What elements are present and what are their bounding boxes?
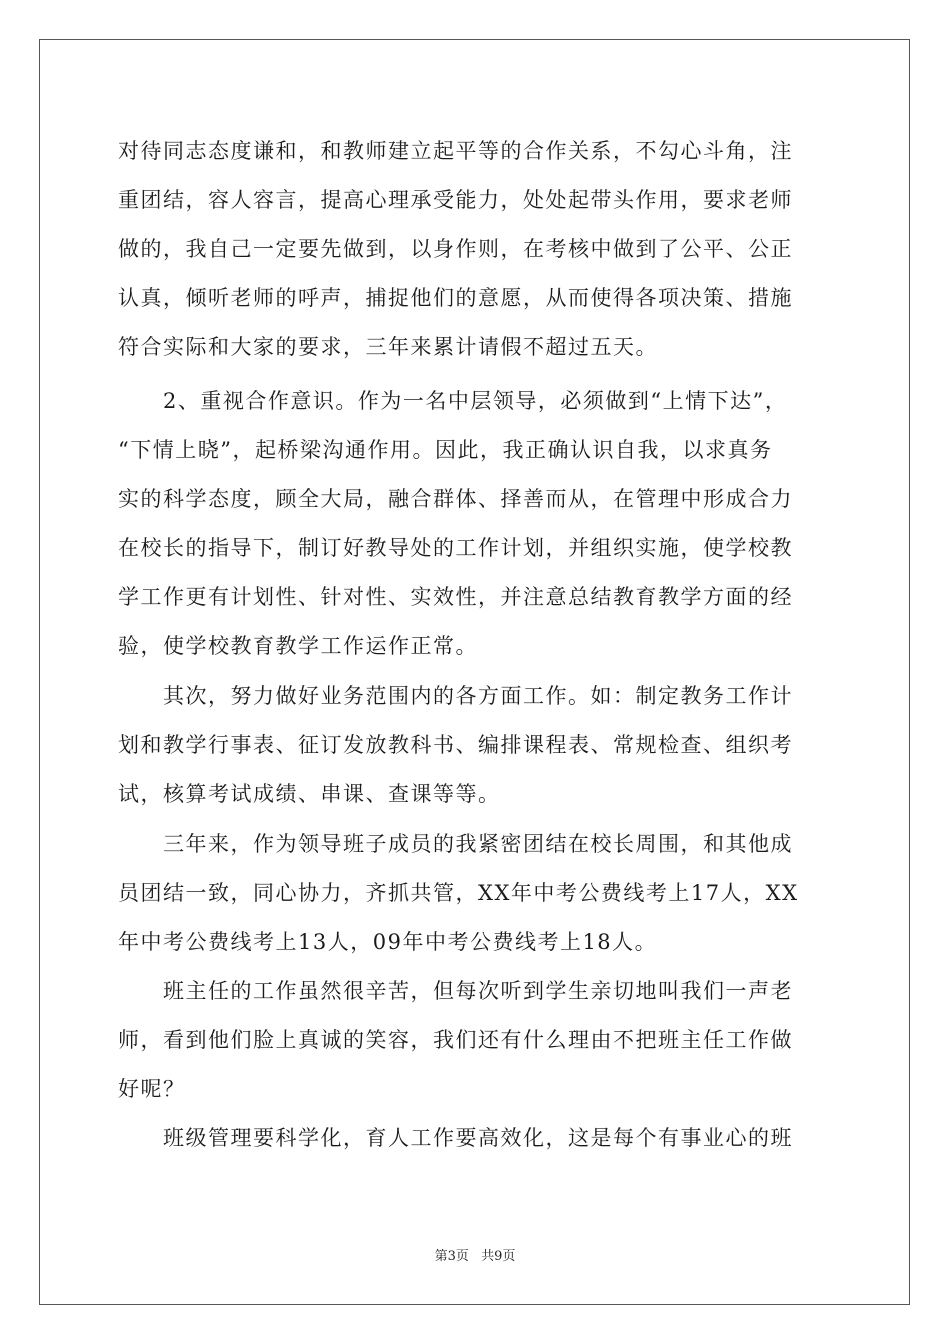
text-line: “下情上晓”，起桥梁沟通作用。因此，我正确认识自我，以求真务	[118, 438, 773, 462]
text-line: 做的，我自己一定要先做到，以身作则，在考核中做到了公平、公正	[118, 237, 793, 261]
paragraph-2	[118, 377, 838, 671]
paragraph-1	[118, 127, 838, 372]
text-line: 划和教学行事表、征订发放教科书、编排课程表、常规检查、组织考	[118, 733, 793, 757]
text-line: 其次，努力做好业务范围内的各方面工作。如：制定教务工作计	[118, 684, 793, 708]
paragraph-5	[118, 967, 838, 1114]
text-line: 员团结一致，同心协力，齐抓共管，XX年中考公费线考上17人，XX	[118, 881, 799, 905]
text-line: 试，核算考试成绩、串课、查课等等。	[118, 782, 501, 806]
text-line: 三年来，作为领导班子成员的我紧密团结在校长周围，和其他成	[118, 832, 793, 856]
text-line: 在校长的指导下，制订好教导处的工作计划，并组织实施，使学校教	[118, 536, 793, 560]
text-line: 重团结，容人容言，提高心理承受能力，处处起带头作用，要求老师	[118, 188, 793, 212]
text-line: 师，看到他们脸上真诚的笑容，我们还有什么理由不把班主任工作做	[118, 1028, 793, 1052]
text-line: 对待同志态度谦和，和教师建立起平等的合作关系，不勾心斗角，注	[118, 139, 793, 163]
text-line: 实的科学态度，顾全大局，融合群体、择善而从，在管理中形成合力	[118, 487, 793, 511]
text-line: 年中考公费线考上13人，09年中考公费线考上18人。	[118, 930, 658, 954]
text-line: 验，使学校教育教学工作运作正常。	[118, 634, 478, 658]
text-line: 认真，倾听老师的呼声，捕捉他们的意愿，从而使得各项决策、措施	[118, 286, 793, 310]
text-line: 班主任的工作虽然很辛苦，但每次听到学生亲切地叫我们一声老	[118, 979, 793, 1003]
paragraph-3	[118, 672, 838, 819]
text-line: 符合实际和大家的要求，三年来累计请假不超过五天。	[118, 335, 658, 359]
paragraph-6	[118, 1114, 838, 1163]
page-footer	[0, 1245, 950, 1264]
text-line: 班级管理要科学化，育人工作要高效化，这是每个有事业心的班	[118, 1126, 793, 1150]
paragraph-4	[118, 820, 838, 967]
text-line: 2、重视合作意识。作为一名中层领导，必须做到“上情下达”，	[118, 389, 788, 413]
page-total: 共9页	[481, 1249, 516, 1264]
page-number: 第3页	[434, 1249, 469, 1264]
text-line: 学工作更有计划性、针对性、实效性，并注意总结教育教学方面的经	[118, 585, 793, 609]
text-line: 好呢？	[118, 1077, 186, 1101]
